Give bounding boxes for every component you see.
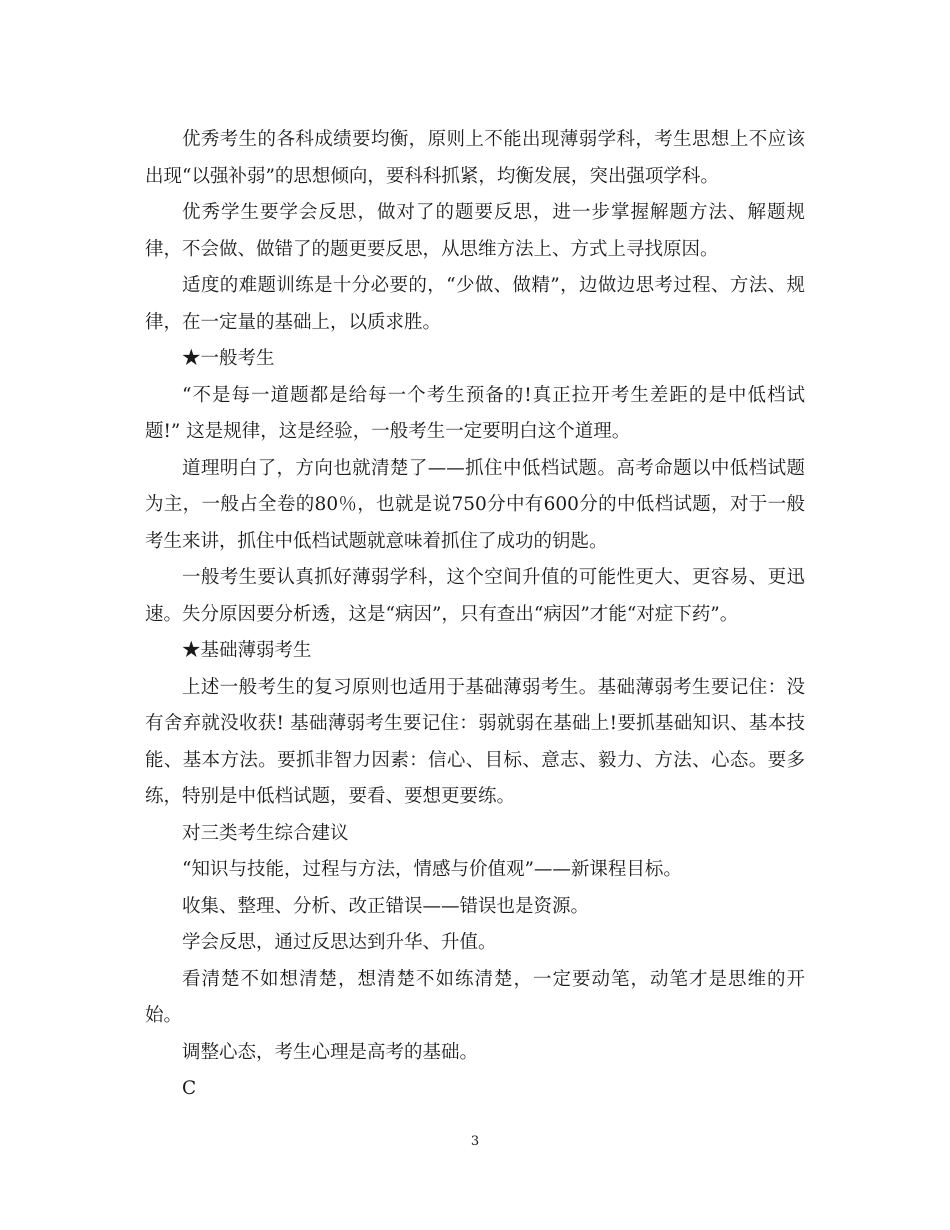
paragraph-balanced-subjects: 优秀考生的各科成绩要均衡，原则上不能出现薄弱学科，考生思想上不应该出现“以强补弱”的思想倾向，要科科抓紧，均衡发展，突出强项学科。 bbox=[145, 129, 805, 187]
paragraph-learn-reflection: 学会反思，通过反思达到升华、升值。 bbox=[182, 932, 497, 953]
paragraph-curriculum-goals: “知识与技能，过程与方法，情感与价值观”——新课程目标。 bbox=[182, 859, 682, 880]
paragraph-practice-writing: 看清楚不如想清楚，想清楚不如练清楚，一定要动笔，动笔才是思维的开始。 bbox=[145, 968, 805, 1026]
paragraph-weak-subjects: 一般考生要认真抓好薄弱学科，这个空间升值的可能性更大、更容易、更迅速。失分原因要分析透，这是“病因”，只有查出“病因”才能“对症下药”。 bbox=[145, 567, 805, 625]
document-body bbox=[145, 122, 805, 1108]
page-number: 3 bbox=[470, 1134, 480, 1149]
section-heading-average-students: ★一般考生 bbox=[182, 348, 275, 369]
paragraph-trailing-letter: C bbox=[182, 1078, 197, 1099]
paragraph-errors-as-resources: 收集、整理、分析、改正错误——错误也是资源。 bbox=[182, 895, 590, 917]
paragraph-difficult-training: 适度的难题训练是十分必要的，“少做、做精”，边做边思考过程、方法、规律，在一定量的基础上，以质求胜。 bbox=[145, 275, 805, 333]
paragraph-weak-foundation-advice: 上述一般考生的复习原则也适用于基础薄弱考生。基础薄弱考生要记住：没有舍弃就没收获! 基础薄弱考生要记住：弱就弱在基础上!要抓基础知识、基本技能、基本方法。要抓非智力因素：信心、目标、意志、毅力、方法、心态。要多练，特别是中低档试题，要看、要想更要练。 bbox=[145, 676, 805, 807]
paragraph-grasp-mid-low-questions: 道理明白了，方向也就清楚了——抓住中低档试题。高考命题以中低档试题为主，一般占全卷的80％，也就是说750分中有600分的中低档试题，对于一般考生来讲，抓住中低档试题就意味着抓住了成功的钥匙。 bbox=[145, 457, 805, 552]
paragraph-reflection: 优秀学生要学会反思，做对了的题要反思，进一步掌握解题方法、解题规律，不会做、做错了的题更要反思，从思维方法上、方式上寻找原因。 bbox=[145, 202, 805, 260]
section-heading-comprehensive-advice: 对三类考生综合建议 bbox=[182, 822, 349, 844]
paragraph-adjust-mindset: 调整心态，考生心理是高考的基础。 bbox=[182, 1041, 479, 1063]
section-heading-weak-foundation-students: ★基础薄弱考生 bbox=[182, 640, 312, 661]
paragraph-quote-mid-low-questions: “不是每一道题都是给每一个考生预备的!真正拉开考生差距的是中低档试题!” 这是规律，这是经验，一般考生一定要明白这个道理。 bbox=[145, 384, 805, 442]
